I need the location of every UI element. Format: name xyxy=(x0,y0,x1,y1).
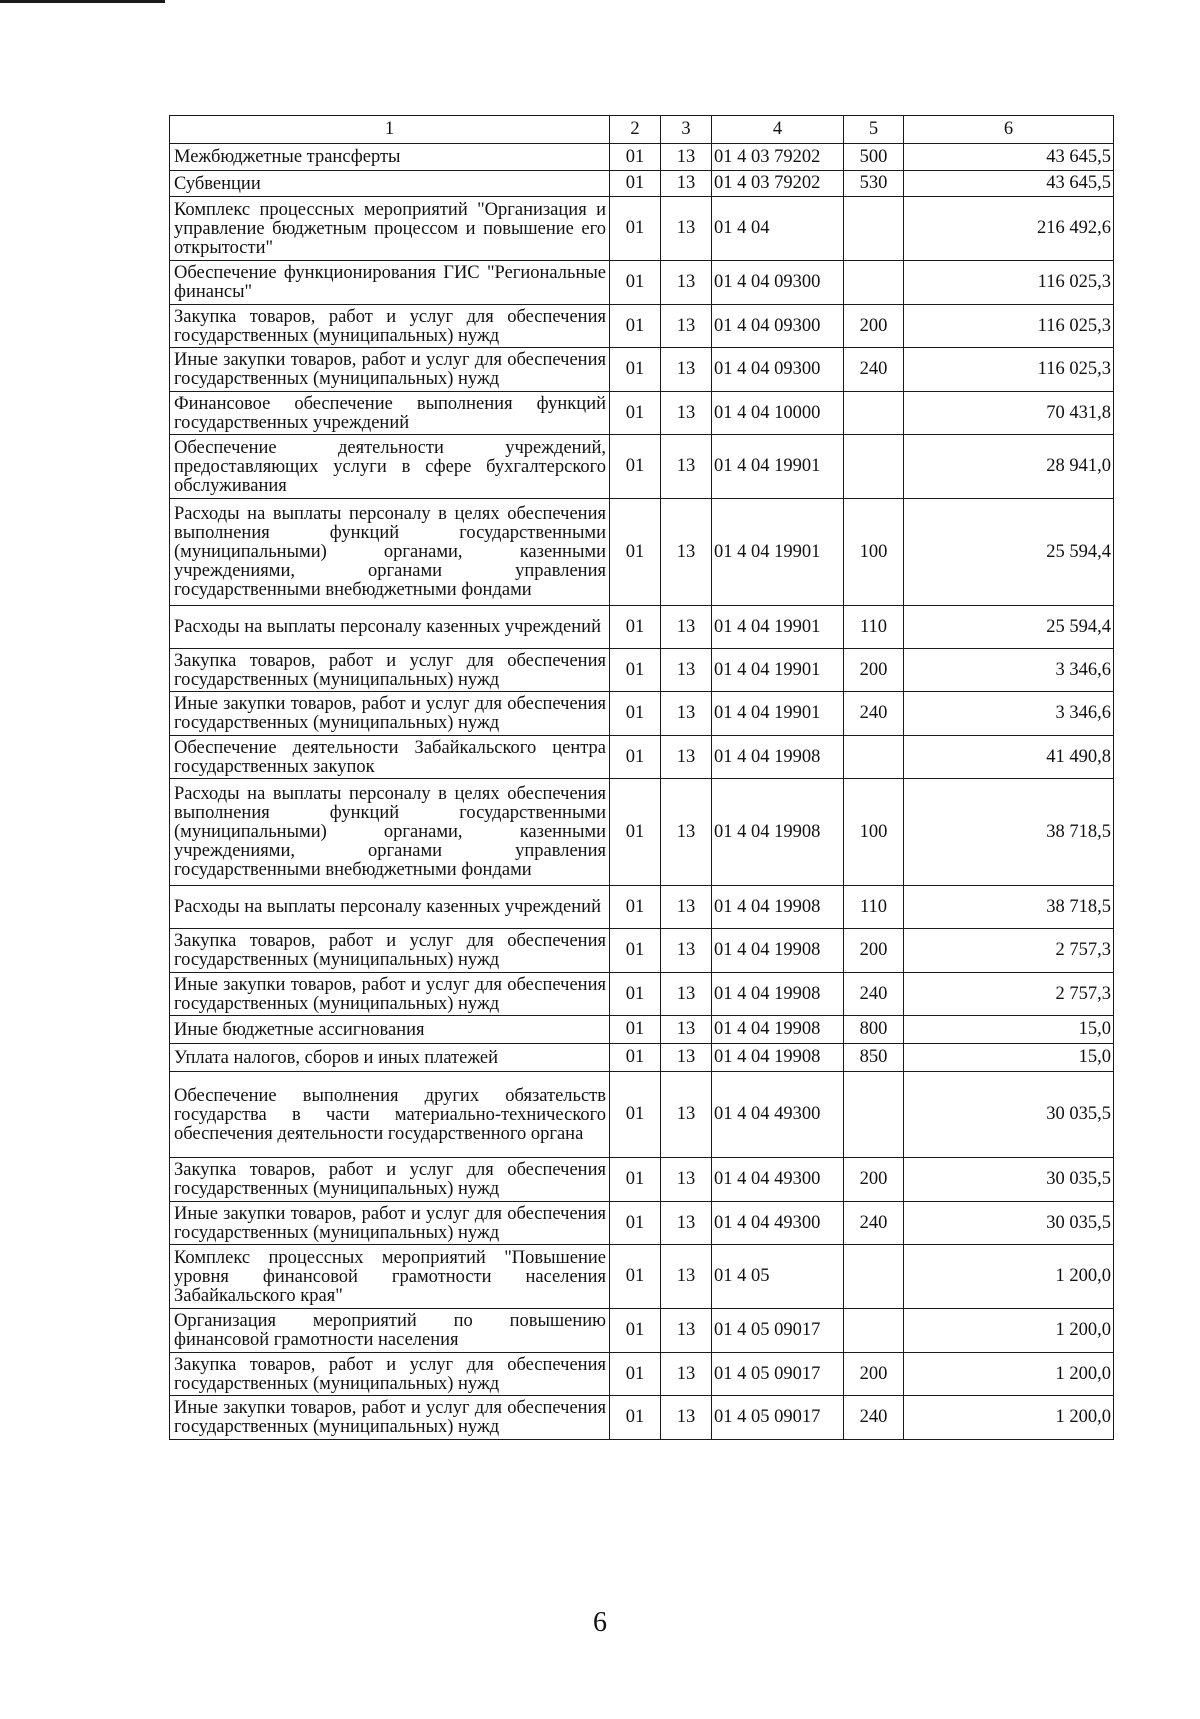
expense-type-cell xyxy=(844,197,904,261)
subsection-code-cell: 13 xyxy=(661,929,712,973)
amount-cell: 2 757,3 xyxy=(904,929,1114,973)
subsection-code-cell: 13 xyxy=(661,305,712,348)
row-name-cell: Организация мероприятий по повышению финансовой грамотности населения xyxy=(170,1309,610,1353)
target-article-cell: 01 4 04 49300 xyxy=(712,1202,844,1245)
amount-cell: 216 492,6 xyxy=(904,197,1114,261)
target-article-cell: 01 4 04 19901 xyxy=(712,649,844,692)
target-article-cell: 01 4 04 19901 xyxy=(712,435,844,499)
subsection-code-cell: 13 xyxy=(661,392,712,435)
subsection-code-cell: 13 xyxy=(661,171,712,197)
target-article-cell: 01 4 04 09300 xyxy=(712,305,844,348)
table-row xyxy=(170,736,1114,779)
target-article-cell: 01 4 05 09017 xyxy=(712,1396,844,1440)
row-name-cell: Расходы на выплаты персоналу казенных учреждений xyxy=(170,886,610,929)
amount-cell: 25 594,4 xyxy=(904,499,1114,606)
amount-cell: 70 431,8 xyxy=(904,392,1114,435)
subsection-code-cell: 13 xyxy=(661,144,712,171)
subsection-code-cell: 13 xyxy=(661,1245,712,1309)
target-article-cell: 01 4 03 79202 xyxy=(712,171,844,197)
header-cell: 6 xyxy=(904,116,1114,144)
expense-type-cell: 200 xyxy=(844,649,904,692)
section-code-cell: 01 xyxy=(610,606,661,649)
amount-cell: 38 718,5 xyxy=(904,779,1114,886)
target-article-cell: 01 4 04 19908 xyxy=(712,929,844,973)
subsection-code-cell: 13 xyxy=(661,499,712,606)
table-row xyxy=(170,1044,1114,1072)
target-article-cell: 01 4 04 19908 xyxy=(712,973,844,1016)
section-code-cell: 01 xyxy=(610,261,661,305)
expense-type-cell: 240 xyxy=(844,692,904,736)
expense-type-cell xyxy=(844,261,904,305)
table-row xyxy=(170,1202,1114,1245)
subsection-code-cell: 13 xyxy=(661,1353,712,1396)
target-article-cell: 01 4 04 19901 xyxy=(712,606,844,649)
table-row xyxy=(170,1072,1114,1158)
header-cell: 3 xyxy=(661,116,712,144)
table-row xyxy=(170,692,1114,736)
target-article-cell: 01 4 04 10000 xyxy=(712,392,844,435)
row-name-cell: Иные бюджетные ассигнования xyxy=(170,1016,610,1044)
row-name-cell: Финансовое обеспечение выполнения функций государственных учреждений xyxy=(170,392,610,435)
target-article-cell: 01 4 04 49300 xyxy=(712,1072,844,1158)
subsection-code-cell: 13 xyxy=(661,1044,712,1072)
section-code-cell: 01 xyxy=(610,499,661,606)
target-article-cell: 01 4 05 09017 xyxy=(712,1309,844,1353)
subsection-code-cell: 13 xyxy=(661,692,712,736)
expense-type-cell xyxy=(844,392,904,435)
expense-type-cell xyxy=(844,1245,904,1309)
row-name-cell: Расходы на выплаты персоналу в целях обеспечения выполнения функций государственными (муниципальными) органами, казенными учреждениями, органами управления государственными внебюджетными фондами xyxy=(170,499,610,606)
expense-type-cell: 240 xyxy=(844,973,904,1016)
row-name-cell: Иные закупки товаров, работ и услуг для обеспечения государственных (муниципальных) нужд xyxy=(170,973,610,1016)
section-code-cell: 01 xyxy=(610,348,661,392)
section-code-cell: 01 xyxy=(610,144,661,171)
expense-type-cell: 200 xyxy=(844,305,904,348)
section-code-cell: 01 xyxy=(610,171,661,197)
subsection-code-cell: 13 xyxy=(661,649,712,692)
section-code-cell: 01 xyxy=(610,305,661,348)
expense-type-cell: 800 xyxy=(844,1016,904,1044)
row-name-cell: Иные закупки товаров, работ и услуг для обеспечения государственных (муниципальных) нужд xyxy=(170,692,610,736)
table-body xyxy=(170,116,1114,1440)
section-code-cell: 01 xyxy=(610,1202,661,1245)
table-row xyxy=(170,499,1114,606)
table-row xyxy=(170,305,1114,348)
row-name-cell: Закупка товаров, работ и услуг для обеспечения государственных (муниципальных) нужд xyxy=(170,1353,610,1396)
expense-type-cell: 500 xyxy=(844,144,904,171)
row-name-cell: Обеспечение деятельности учреждений, предоставляющих услуги в сфере бухгалтерского обслуживания xyxy=(170,435,610,499)
section-code-cell: 01 xyxy=(610,973,661,1016)
target-article-cell: 01 4 05 09017 xyxy=(712,1353,844,1396)
table-row xyxy=(170,1396,1114,1440)
subsection-code-cell: 13 xyxy=(661,261,712,305)
subsection-code-cell: 13 xyxy=(661,1016,712,1044)
table-row xyxy=(170,1245,1114,1309)
expense-type-cell xyxy=(844,1072,904,1158)
table-row xyxy=(170,886,1114,929)
amount-cell: 15,0 xyxy=(904,1044,1114,1072)
table-row xyxy=(170,144,1114,171)
subsection-code-cell: 13 xyxy=(661,435,712,499)
target-article-cell: 01 4 03 79202 xyxy=(712,144,844,171)
subsection-code-cell: 13 xyxy=(661,886,712,929)
expense-type-cell: 100 xyxy=(844,779,904,886)
expense-type-cell: 240 xyxy=(844,1396,904,1440)
expense-type-cell: 110 xyxy=(844,886,904,929)
subsection-code-cell: 13 xyxy=(661,348,712,392)
section-code-cell: 01 xyxy=(610,197,661,261)
target-article-cell: 01 4 04 19908 xyxy=(712,1044,844,1072)
subsection-code-cell: 13 xyxy=(661,1396,712,1440)
table-row xyxy=(170,606,1114,649)
row-name-cell: Обеспечение функционирования ГИС "Региональные финансы" xyxy=(170,261,610,305)
row-name-cell: Закупка товаров, работ и услуг для обеспечения государственных (муниципальных) нужд xyxy=(170,929,610,973)
target-article-cell: 01 4 04 19908 xyxy=(712,736,844,779)
row-name-cell: Обеспечение выполнения других обязательств государства в части материально-технического обеспечения деятельности государственного органа xyxy=(170,1072,610,1158)
amount-cell: 25 594,4 xyxy=(904,606,1114,649)
amount-cell: 30 035,5 xyxy=(904,1158,1114,1202)
subsection-code-cell: 13 xyxy=(661,1072,712,1158)
header-cell: 2 xyxy=(610,116,661,144)
page-number: 6 xyxy=(593,1607,607,1638)
expense-type-cell: 200 xyxy=(844,1353,904,1396)
header-cell: 5 xyxy=(844,116,904,144)
expense-type-cell xyxy=(844,736,904,779)
row-name-cell: Иные закупки товаров, работ и услуг для обеспечения государственных (муниципальных) нужд xyxy=(170,1202,610,1245)
amount-cell: 41 490,8 xyxy=(904,736,1114,779)
subsection-code-cell: 13 xyxy=(661,779,712,886)
section-code-cell: 01 xyxy=(610,736,661,779)
section-code-cell: 01 xyxy=(610,392,661,435)
table-row xyxy=(170,197,1114,261)
target-article-cell: 01 4 04 19908 xyxy=(712,886,844,929)
amount-cell: 116 025,3 xyxy=(904,305,1114,348)
section-code-cell: 01 xyxy=(610,886,661,929)
target-article-cell: 01 4 04 49300 xyxy=(712,1158,844,1202)
target-article-cell: 01 4 04 19908 xyxy=(712,779,844,886)
subsection-code-cell: 13 xyxy=(661,1202,712,1245)
table-row xyxy=(170,973,1114,1016)
section-code-cell: 01 xyxy=(610,1044,661,1072)
table-row xyxy=(170,261,1114,305)
row-name-cell: Закупка товаров, работ и услуг для обеспечения государственных (муниципальных) нужд xyxy=(170,305,610,348)
scan-edge-mark xyxy=(0,0,165,3)
section-code-cell: 01 xyxy=(610,1396,661,1440)
amount-cell: 3 346,6 xyxy=(904,649,1114,692)
row-name-cell: Расходы на выплаты персоналу казенных учреждений xyxy=(170,606,610,649)
row-name-cell: Закупка товаров, работ и услуг для обеспечения государственных (муниципальных) нужд xyxy=(170,649,610,692)
table-row xyxy=(170,1016,1114,1044)
amount-cell: 43 645,5 xyxy=(904,144,1114,171)
amount-cell: 43 645,5 xyxy=(904,171,1114,197)
section-code-cell: 01 xyxy=(610,1016,661,1044)
amount-cell: 1 200,0 xyxy=(904,1309,1114,1353)
table-header-row xyxy=(170,116,1114,144)
row-name-cell: Иные закупки товаров, работ и услуг для обеспечения государственных (муниципальных) нужд xyxy=(170,348,610,392)
row-name-cell: Комплекс процессных мероприятий "Организация и управление бюджетным процессом и повышение его открытости" xyxy=(170,197,610,261)
header-cell: 4 xyxy=(712,116,844,144)
row-name-cell: Расходы на выплаты персоналу в целях обеспечения выполнения функций государственными (муниципальными) органами, казенными учреждениями, органами управления государственными внебюджетными фондами xyxy=(170,779,610,886)
expense-type-cell: 530 xyxy=(844,171,904,197)
row-name-cell: Иные закупки товаров, работ и услуг для обеспечения государственных (муниципальных) нужд xyxy=(170,1396,610,1440)
row-name-cell: Межбюджетные трансферты xyxy=(170,144,610,171)
expense-type-cell: 100 xyxy=(844,499,904,606)
subsection-code-cell: 13 xyxy=(661,197,712,261)
subsection-code-cell: 13 xyxy=(661,1309,712,1353)
subsection-code-cell: 13 xyxy=(661,736,712,779)
section-code-cell: 01 xyxy=(610,929,661,973)
header-cell: 1 xyxy=(170,116,610,144)
amount-cell: 28 941,0 xyxy=(904,435,1114,499)
section-code-cell: 01 xyxy=(610,1353,661,1396)
expense-type-cell: 110 xyxy=(844,606,904,649)
target-article-cell: 01 4 05 xyxy=(712,1245,844,1309)
amount-cell: 116 025,3 xyxy=(904,261,1114,305)
expense-type-cell: 240 xyxy=(844,348,904,392)
budget-table xyxy=(169,115,1114,1440)
subsection-code-cell: 13 xyxy=(661,606,712,649)
table-row xyxy=(170,348,1114,392)
expense-type-cell xyxy=(844,1309,904,1353)
section-code-cell: 01 xyxy=(610,692,661,736)
table-row xyxy=(170,1353,1114,1396)
amount-cell: 3 346,6 xyxy=(904,692,1114,736)
subsection-code-cell: 13 xyxy=(661,1158,712,1202)
subsection-code-cell: 13 xyxy=(661,973,712,1016)
expense-type-cell: 200 xyxy=(844,1158,904,1202)
amount-cell: 116 025,3 xyxy=(904,348,1114,392)
table-row xyxy=(170,1158,1114,1202)
amount-cell: 1 200,0 xyxy=(904,1353,1114,1396)
table-row xyxy=(170,929,1114,973)
section-code-cell: 01 xyxy=(610,1245,661,1309)
section-code-cell: 01 xyxy=(610,435,661,499)
target-article-cell: 01 4 04 xyxy=(712,197,844,261)
expense-type-cell: 240 xyxy=(844,1202,904,1245)
table-row xyxy=(170,1309,1114,1353)
target-article-cell: 01 4 04 19908 xyxy=(712,1016,844,1044)
table-row xyxy=(170,392,1114,435)
section-code-cell: 01 xyxy=(610,649,661,692)
row-name-cell: Субвенции xyxy=(170,171,610,197)
section-code-cell: 01 xyxy=(610,1072,661,1158)
target-article-cell: 01 4 04 19901 xyxy=(712,692,844,736)
expense-type-cell: 200 xyxy=(844,929,904,973)
table-row xyxy=(170,649,1114,692)
amount-cell: 2 757,3 xyxy=(904,973,1114,1016)
amount-cell: 15,0 xyxy=(904,1016,1114,1044)
expense-type-cell xyxy=(844,435,904,499)
table-row xyxy=(170,171,1114,197)
table-row xyxy=(170,435,1114,499)
table-row xyxy=(170,779,1114,886)
section-code-cell: 01 xyxy=(610,779,661,886)
target-article-cell: 01 4 04 19901 xyxy=(712,499,844,606)
row-name-cell: Закупка товаров, работ и услуг для обеспечения государственных (муниципальных) нужд xyxy=(170,1158,610,1202)
amount-cell: 1 200,0 xyxy=(904,1396,1114,1440)
target-article-cell: 01 4 04 09300 xyxy=(712,261,844,305)
amount-cell: 38 718,5 xyxy=(904,886,1114,929)
section-code-cell: 01 xyxy=(610,1309,661,1353)
row-name-cell: Комплекс процессных мероприятий "Повышение уровня финансовой грамотности населения Забайкальского края" xyxy=(170,1245,610,1309)
section-code-cell: 01 xyxy=(610,1158,661,1202)
expense-type-cell: 850 xyxy=(844,1044,904,1072)
amount-cell: 30 035,5 xyxy=(904,1202,1114,1245)
row-name-cell: Уплата налогов, сборов и иных платежей xyxy=(170,1044,610,1072)
amount-cell: 30 035,5 xyxy=(904,1072,1114,1158)
row-name-cell: Обеспечение деятельности Забайкальского центра государственных закупок xyxy=(170,736,610,779)
target-article-cell: 01 4 04 09300 xyxy=(712,348,844,392)
amount-cell: 1 200,0 xyxy=(904,1245,1114,1309)
